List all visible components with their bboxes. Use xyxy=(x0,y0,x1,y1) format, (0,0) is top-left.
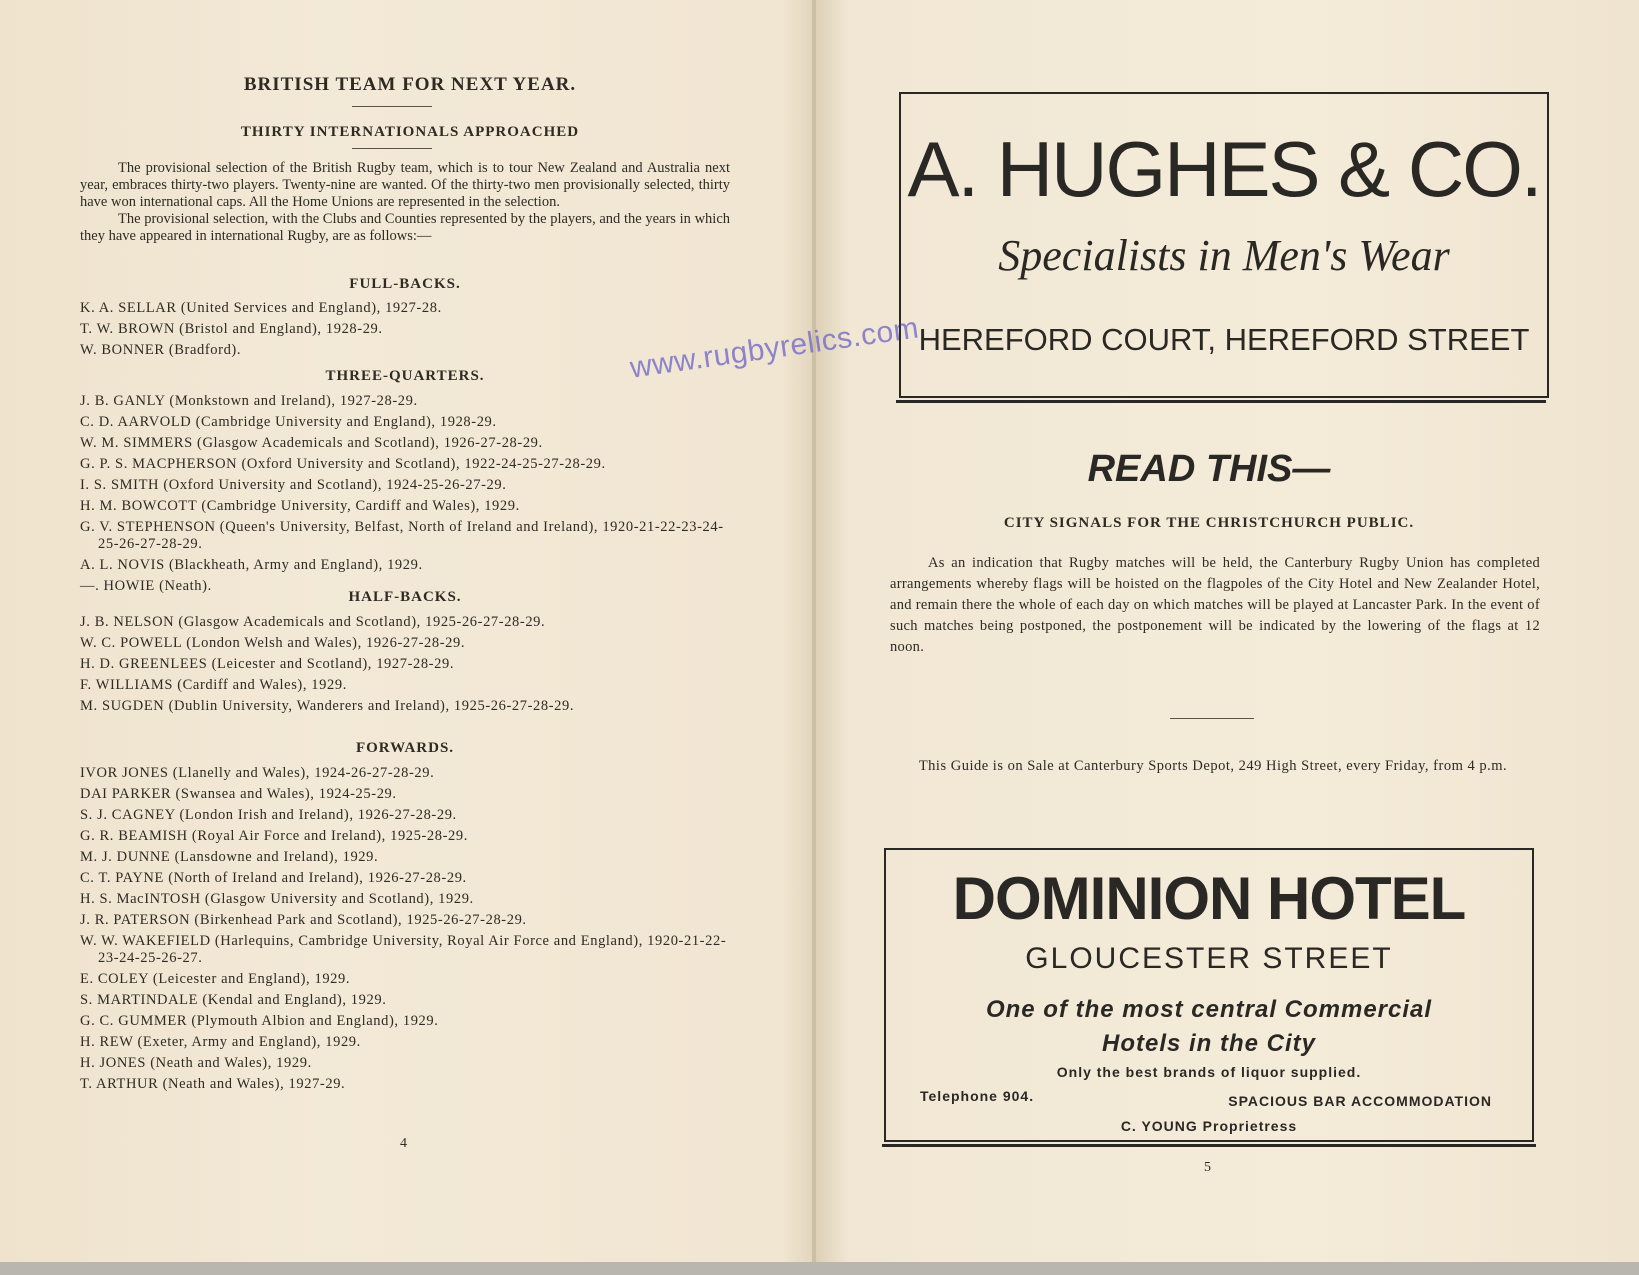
three-quarters-heading: THREE-QUARTERS. xyxy=(325,368,485,384)
sale-notice: This Guide is on Sale at Canterbury Sports Depot, 249 High Street, every Friday, from 4 p.m. xyxy=(918,758,1508,774)
player-entry: W. M. SIMMERS (Glasgow Academicals and Scotland), 1926-27-28-29. xyxy=(80,435,543,451)
player-entry: J. B. NELSON (Glasgow Academicals and Scotland), 1925-26-27-28-29. xyxy=(80,614,546,630)
title-rule xyxy=(352,106,432,107)
player-entry: H. D. GREENLEES (Leicester and Scotland), 1927-28-29. xyxy=(80,656,455,672)
hughes-tagline: Specialists in Men's Wear xyxy=(998,231,1450,280)
three-quarters-list xyxy=(80,393,730,595)
article-subtitle: THIRTY INTERNATIONALS APPROACHED xyxy=(240,124,580,140)
player-entry: S. J. CAGNEY (London Irish and Ireland), 1926-27-28-29. xyxy=(80,807,457,823)
player-entry: G. P. S. MACPHERSON (Oxford University and Scotland), 1922-24-25-27-28-29. xyxy=(80,456,606,472)
player-entry: T. W. BROWN (Bristol and England), 1928-29. xyxy=(80,321,383,337)
dominion-bar-accommodation: SPACIOUS BAR ACCOMMODATION xyxy=(1228,1093,1492,1109)
dominion-ad-bottom-rule xyxy=(882,1144,1536,1147)
player-entry: G. V. STEPHENSON (Queen's University, Belfast, North of Ireland and Ireland), 1920-21-22-23-24-25-26-27-28-29. xyxy=(80,519,724,552)
player-entry: G. R. BEAMISH (Royal Air Force and Ireland), 1925-28-29. xyxy=(80,828,468,844)
city-signals-paragraph: As an indication that Rugby matches will be held, the Canterbury Rugby Union has completed arrangements whereby flags will be hoisted on the flagpoles of the City Hotel and New Zealander Hotel, and remain there the whole of each day on which matches will be played at Lancaster Park. In the event of such matches being postponed, the postponement will be indicated by the lowering of the flags at 12 noon. xyxy=(890,555,1540,655)
hughes-address: HEREFORD COURT, HEREFORD STREET xyxy=(918,322,1530,357)
player-entry: C. T. PAYNE (North of Ireland and Ireland), 1926-27-28-29. xyxy=(80,870,467,886)
intro-paragraph-1: The provisional selection of the British Rugby team, which is to tour New Zealand and Australia next year, embraces thirty-two players. Twenty-nine are wanted. Of the thirty-two men provisionally selected, thirty have won international caps. All the Home Unions are represented in the selection. xyxy=(80,160,730,210)
full-backs-heading: FULL-BACKS. xyxy=(349,276,461,292)
player-entry: H. JONES (Neath and Wales), 1929. xyxy=(80,1055,312,1071)
player-entry: C. D. AARVOLD (Cambridge University and England), 1928-29. xyxy=(80,414,497,430)
half-backs-list xyxy=(80,614,730,715)
player-entry: H. REW (Exeter, Army and England), 1929. xyxy=(80,1034,361,1050)
player-entry: K. A. SELLAR (United Services and England), 1927-28. xyxy=(80,300,442,316)
dominion-hotel-name: DOMINION HOTEL xyxy=(952,865,1466,932)
dominion-hotel-street: GLOUCESTER STREET xyxy=(1025,942,1393,975)
dominion-tagline-line2: Hotels in the City xyxy=(1101,1030,1317,1057)
hughes-company-name: A. HUGHES & CO. xyxy=(907,125,1541,213)
dominion-tagline-line1: One of the most central Commercial xyxy=(985,996,1433,1023)
watermark-text: www.rugbyrelics.com xyxy=(628,311,921,385)
player-entry: IVOR JONES (Llanelly and Wales), 1924-26-27-28-29. xyxy=(80,765,435,781)
player-entry: T. ARTHUR (Neath and Wales), 1927-29. xyxy=(80,1076,346,1092)
player-entry: —. HOWIE (Neath). xyxy=(80,578,212,594)
player-entry: E. COLEY (Leicester and England), 1929. xyxy=(80,971,351,987)
forwards-list xyxy=(80,765,730,1093)
page-number-right: 5 xyxy=(1204,1160,1211,1175)
player-entry: J. R. PATERSON (Birkenhead Park and Scotland), 1925-26-27-28-29. xyxy=(80,912,527,928)
dominion-proprietress: C. YOUNG Proprietress xyxy=(1120,1118,1298,1134)
player-entry: G. C. GUMMER (Plymouth Albion and England), 1929. xyxy=(80,1013,439,1029)
player-entry: W. C. POWELL (London Welsh and Wales), 1926-27-28-29. xyxy=(80,635,466,651)
article-intro xyxy=(80,160,730,245)
read-this-heading: READ THIS— xyxy=(1087,448,1331,490)
player-entry: DAI PARKER (Swansea and Wales), 1924-25-29. xyxy=(80,786,397,802)
hughes-ad-bottom-rule xyxy=(896,400,1546,403)
player-entry: S. MARTINDALE (Kendal and England), 1929. xyxy=(80,992,387,1008)
hughes-advertisement xyxy=(899,92,1549,398)
dominion-hotel-advertisement xyxy=(884,848,1534,1142)
section-rule xyxy=(1170,718,1254,719)
city-signals-body xyxy=(890,553,1540,658)
player-entry: J. B. GANLY (Monkstown and Ireland), 1927-28-29. xyxy=(80,393,418,409)
page-number-left: 4 xyxy=(400,1136,407,1151)
city-signals-heading: CITY SIGNALS FOR THE CHRISTCHURCH PUBLIC. xyxy=(1003,515,1415,531)
half-backs-heading: HALF-BACKS. xyxy=(348,589,462,605)
player-entry: F. WILLIAMS (Cardiff and Wales), 1929. xyxy=(80,677,347,693)
subtitle-rule xyxy=(352,148,432,149)
player-entry: W. BONNER (Bradford). xyxy=(80,342,242,358)
dominion-liquor-note: Only the best brands of liquor supplied. xyxy=(1056,1064,1362,1080)
dominion-telephone: Telephone 904. xyxy=(920,1088,1035,1104)
player-entry: I. S. SMITH (Oxford University and Scotland), 1924-25-26-27-29. xyxy=(80,477,507,493)
forwards-heading: FORWARDS. xyxy=(355,740,455,756)
player-entry: M. SUGDEN (Dublin University, Wanderers and Ireland), 1925-26-27-28-29. xyxy=(80,698,575,714)
player-entry: H. S. MacINTOSH (Glasgow University and Scotland), 1929. xyxy=(80,891,474,907)
player-entry: A. L. NOVIS (Blackheath, Army and England), 1929. xyxy=(80,557,423,573)
scan-background-strip xyxy=(0,1262,1639,1275)
article-title: BRITISH TEAM FOR NEXT YEAR. xyxy=(243,74,577,95)
full-backs-list xyxy=(80,300,730,359)
player-entry: M. J. DUNNE (Lansdowne and Ireland), 1929. xyxy=(80,849,379,865)
intro-paragraph-2: The provisional selection, with the Clubs and Counties represented by the players, and the years in which they have appeared in international Rugby, are as follows:— xyxy=(80,211,730,244)
player-entry: W. W. WAKEFIELD (Harlequins, Cambridge University, Royal Air Force and England), 1920-21-22-23-24-25-26-27. xyxy=(80,933,727,966)
player-entry: H. M. BOWCOTT (Cambridge University, Cardiff and Wales), 1929. xyxy=(80,498,520,514)
